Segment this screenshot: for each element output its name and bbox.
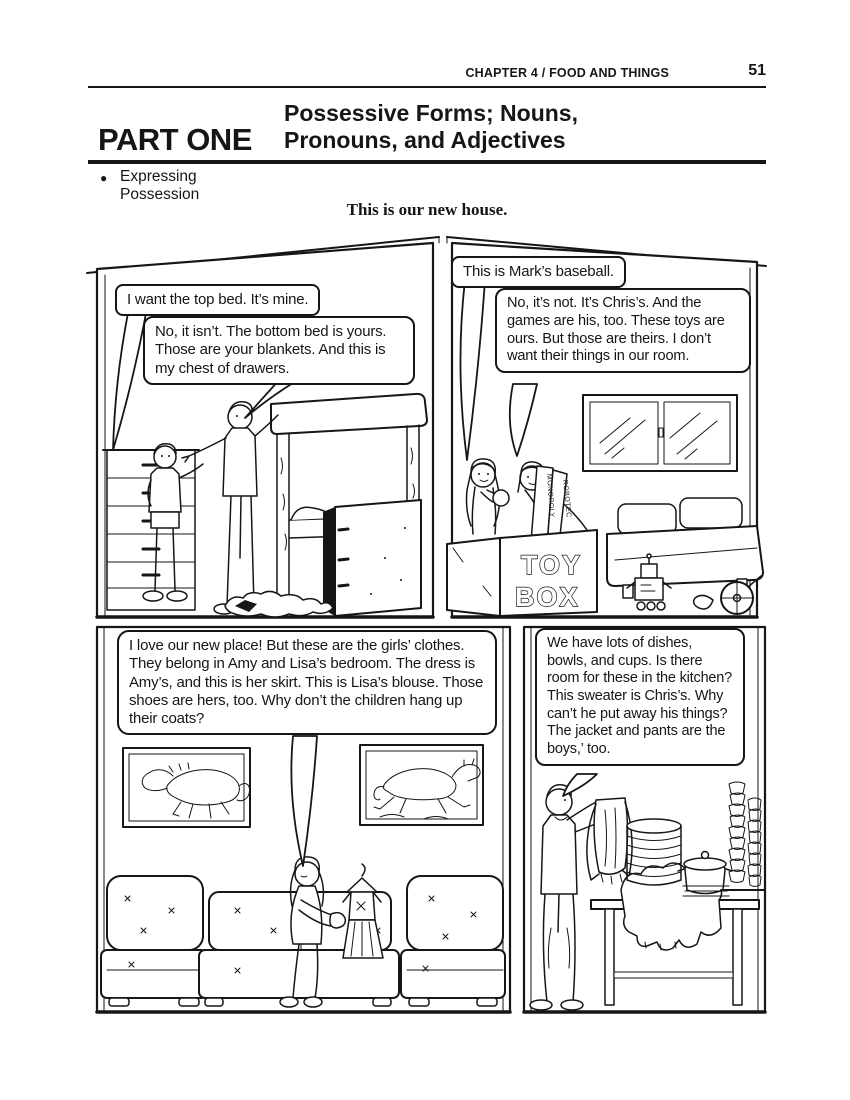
speech-bubble-mother: I love our new place! But these are the girls’ clothes. They belong in Amy and Lisa’s bedroom. The dress is Amy’s, and this is her skirt. This is Lisa’s blouse. Those shoes are hers, too. Why don’t the children hang up their coats? <box>117 630 497 735</box>
window <box>583 395 737 471</box>
header-rule <box>88 86 766 88</box>
comic-area <box>85 228 770 1045</box>
speech-bubble-father: We have lots of dishes, bowls, and cups. Is there room for these in the kitchen? This sweater is Chris’s. Why can’t he put away his things? The jacket and pants are the boys,’ too. <box>535 628 745 766</box>
game-box-label-1: MONOPOLY <box>545 473 556 518</box>
toy-box-label-line1: TOY <box>521 550 583 580</box>
bullet-icon: ● <box>100 171 108 185</box>
horse-picture-left <box>123 748 250 827</box>
speech-bubble-man: No, it isn’t. The bottom bed is yours. Those are your blankets. And this is my chest of drawers. <box>143 316 415 385</box>
speech-bubble-boy: I want the top bed. It’s mine. <box>115 284 320 316</box>
toy-box <box>447 530 597 616</box>
armchair-right <box>401 876 505 1006</box>
page-header <box>88 62 766 84</box>
part-heading-rule <box>88 160 766 164</box>
part-title-line2: Pronouns, and Adjectives <box>284 127 566 153</box>
part-title-line1: Possessive Forms; Nouns, <box>284 100 578 126</box>
game-box-label-2: ROBOTEC <box>561 479 572 519</box>
speech-bubble-girl-1: This is Mark’s baseball. <box>451 256 626 288</box>
toy-box-label-line2: BOX <box>515 582 580 612</box>
storage-chest <box>323 500 421 616</box>
speech-bubble-girl-2: No, it’s not. It’s Chris’s. And the games are his, too. These toys are ours. But those are theirs. I don’t want their things in our room. <box>495 288 751 373</box>
section-title: Expressing Possession <box>120 168 200 203</box>
page-number: 51 <box>748 62 766 79</box>
armchair-left <box>101 876 207 1006</box>
comic-caption: This is our new house. <box>346 200 508 219</box>
chapter-heading: CHAPTER 4 / FOOD AND THINGS <box>465 66 669 80</box>
part-label: PART ONE <box>98 122 252 157</box>
horse-picture-right <box>360 745 483 825</box>
